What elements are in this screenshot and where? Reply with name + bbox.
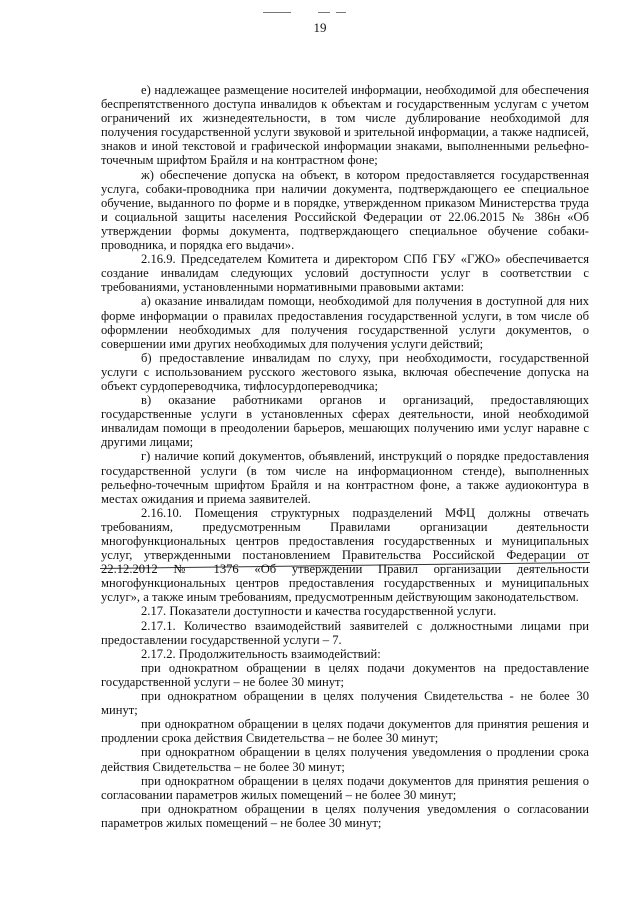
- paragraph: в) оказание работниками органов и организаций, предоставляющих государственные услуги в установленных сферах деятельности, иной необходимой инвалидам помощи в преодолении барьеров, мешающих получению ими услуг наравне с другими лицами;: [101, 393, 589, 450]
- paragraph: г) наличие копий документов, объявлений, инструкций о порядке предоставления государственной услуги (в том числе на информационном стенде), выполненных рельефно-точечным шрифтом Брайля и на контрастном фоне, а также аудиоконтура в местах ожидания и приема заявителей.: [101, 449, 589, 506]
- paragraph: при однократном обращении в целях получения уведомления о согласовании параметров жилых помещений – не более 30 минут;: [101, 801, 589, 830]
- paragraph: 2.17.2. Продолжительность взаимодействий:: [141, 646, 381, 661]
- paragraph: 2.17.1. Количество взаимодействий заявителей с должностными лицами при предоставлении государственной услуги – 7.: [101, 618, 589, 647]
- paragraph: 2.16.10. Помещения структурных подразделений МФЦ должны отвечать требованиям, предусмотренным Правилами организации деятельности многофункциональных центров предоставления государственных и муниципальных услуг, утвержденными постановлением Правительства Российской Федерации от 22.12.2012 № 1376 «Об утверждении Правил организации деятельности многофункциональных центров предоставления государственных и муниципальных услуг», а также иным требованиям, предусмотренным действующим законодательством.: [101, 505, 589, 605]
- paragraph: 2.17. Показатели доступности и качества государственной услуги.: [141, 604, 497, 619]
- page-number: 19: [313, 20, 327, 35]
- document-body: [101, 83, 589, 830]
- scan-mark: [336, 12, 346, 13]
- paragraph: при однократном обращении в целях подачи документов для принятия решения о согласовании параметров жилых помещений – не более 30 минут;: [101, 773, 589, 802]
- scan-mark: [318, 12, 330, 13]
- scan-mark: [263, 12, 291, 13]
- paragraph: б) предоставление инвалидам по слуху, при необходимости, государственной услуги с использованием русского жестового языка, включая обеспечение допуска на объект сурдопереводчика, тифлосурдопереводчика;: [101, 350, 589, 393]
- paragraph: при однократном обращении в целях получения уведомления о продлении срока действия Свидетельства – не более 30 минут;: [101, 745, 589, 774]
- paragraph: при однократном обращении в целях подачи документов на предоставление государственной услуги – не более 30 минут;: [101, 660, 589, 689]
- paragraph: а) оказание инвалидам помощи, необходимой для получения в доступной для них форме информации о правилах предоставления государственной услуги, в том числе об оформлении необходимых для получения государственной услуги документов, о совершении ими других необходимых для получения услуги действий;: [101, 294, 589, 351]
- paragraph: при однократном обращении в целях получения Свидетельства - не более 30 минут;: [101, 689, 589, 718]
- paragraph: 2.16.9. Председателем Комитета и директором СПб ГБУ «ГЖО» обеспечивается создание инвалидам следующих условий доступности услуг в соответствии с требованиями, установленными нормативными правовыми актами:: [101, 252, 589, 295]
- paragraph: е) надлежащее размещение носителей информации, необходимой для обеспечения беспрепятственного доступа инвалидов к объектам и государственным услугам с учетом ограничений их жизнедеятельности, в том числе дублирование необходимой для получения государственной услуги звуковой и зрительной информации, а также надписей, знаков и иной текстовой и графической информации знаками, выполненными рельефно-точечным шрифтом Брайля и на контрастном фоне;: [101, 83, 589, 168]
- paragraph: при однократном обращении в целях подачи документов для принятия решения и продлении срока действия Свидетельства – не более 30 минут;: [101, 717, 589, 746]
- paragraph: ж) обеспечение допуска на объект, в котором предоставляется государственная услуга, собаки-проводника при наличии документа, подтверждающего ее специальное обучение, выданного по форме и в порядке, утвержденном приказом Министерства труда и социальной защиты населения Российской Федерации от 22.06.2015 № 386н «Об утверждении формы документа, подтверждающего специальное обучение собаки-проводника, и порядка его выдачи».: [101, 167, 589, 253]
